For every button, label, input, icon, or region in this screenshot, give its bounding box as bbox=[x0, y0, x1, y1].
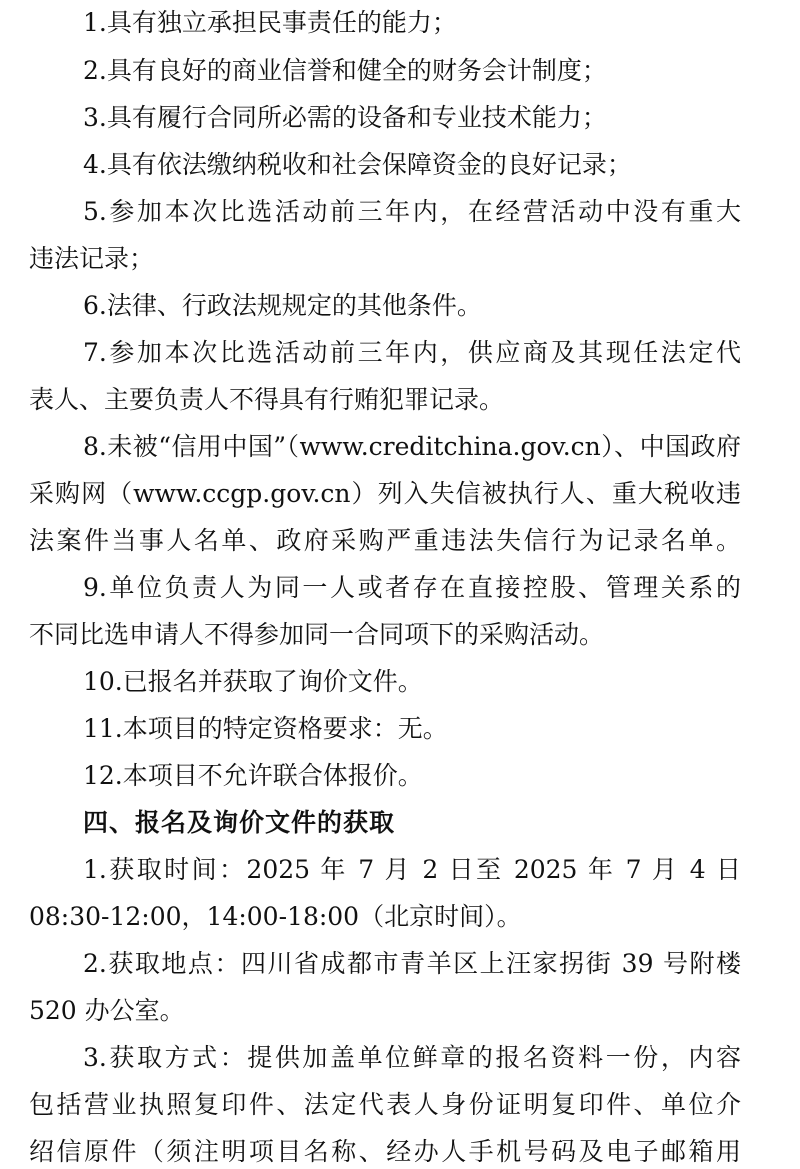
requirement-10: 10.已报名并获取了询价文件。 bbox=[83, 667, 423, 696]
requirement-9-line-1: 9.单位负责人为同一人或者存在直接控股、管理关系的 bbox=[83, 573, 741, 602]
requirement-3: 3.具有履行合同所必需的设备和专业技术能力； bbox=[83, 103, 607, 132]
acquisition-time-line-1: 1.获取时间：2025 年 7 月 2 日至 2025 年 7 月 4 日 bbox=[83, 855, 741, 884]
requirement-12: 12.本项目不允许联合体报价。 bbox=[83, 761, 423, 790]
requirement-4: 4.具有依法缴纳税收和社会保障资金的良好记录； bbox=[83, 150, 632, 179]
requirement-5-line-1: 5.参加本次比选活动前三年内，在经营活动中没有重大 bbox=[83, 197, 741, 226]
section-heading: 四、报名及询价文件的获取 bbox=[83, 808, 396, 837]
requirement-7-line-2: 表人、主要负责人不得具有行贿犯罪记录。 bbox=[29, 385, 505, 414]
requirement-1: 1.具有独立承担民事责任的能力； bbox=[83, 8, 457, 37]
acquisition-method-line-3: 绍信原件（须注明项目名称、经办人手机号码及电子邮箱用 bbox=[29, 1137, 741, 1166]
requirement-8-line-2: 采购网（www.ccgp.gov.cn）列入失信被执行人、重大税收违 bbox=[29, 479, 741, 508]
requirement-8-line-3: 法案件当事人名单、政府采购严重违法失信行为记录名单。 bbox=[29, 526, 741, 555]
acquisition-method-line-2: 包括营业执照复印件、法定代表人身份证明复印件、单位介 bbox=[29, 1090, 741, 1119]
acquisition-time-line-2: 08:30-12:00，14:00-18:00（北京时间）。 bbox=[29, 902, 522, 931]
requirement-5-line-2: 违法记录； bbox=[29, 244, 155, 273]
acquisition-method-line-1: 3.获取方式：提供加盖单位鲜章的报名资料一份，内容 bbox=[83, 1043, 741, 1072]
requirement-8-line-1: 8.未被“信用中国”（www.creditchina.gov.cn）、中国政府 bbox=[83, 432, 741, 461]
acquisition-place-line-2: 520 办公室。 bbox=[29, 996, 185, 1025]
requirement-9-line-2: 不同比选申请人不得参加同一合同项下的采购活动。 bbox=[29, 620, 605, 649]
requirement-6: 6.法律、行政法规规定的其他条件。 bbox=[83, 291, 482, 320]
requirement-11: 11.本项目的特定资格要求：无。 bbox=[83, 714, 448, 743]
requirement-7-line-1: 7.参加本次比选活动前三年内，供应商及其现任法定代 bbox=[83, 338, 741, 367]
acquisition-place-line-1: 2.获取地点：四川省成都市青羊区上汪家拐街 39 号附楼 bbox=[83, 949, 741, 978]
requirement-2: 2.具有良好的商业信誉和健全的财务会计制度； bbox=[83, 56, 607, 85]
